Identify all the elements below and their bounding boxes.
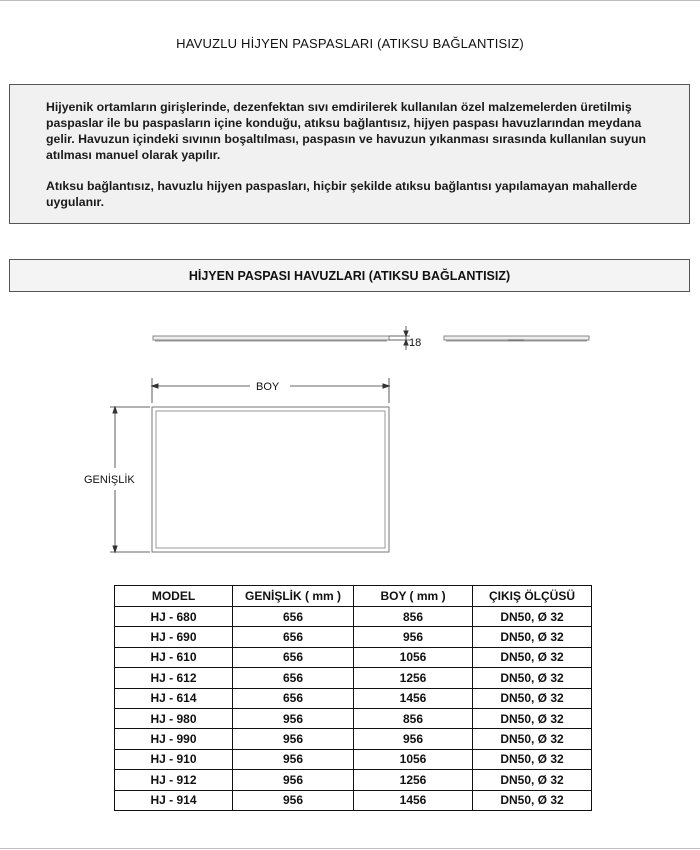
spec-table [114,585,592,811]
cell-width: 656 [233,607,354,627]
cell-outlet: DN50, Ø 32 [473,770,592,790]
cell-outlet: DN50, Ø 32 [473,708,592,728]
cell-length: 1456 [354,688,473,708]
header-width: GENİŞLİK ( mm ) [233,586,354,607]
cell-model: HJ - 610 [115,647,233,667]
cell-width: 656 [233,688,354,708]
cell-length: 856 [354,607,473,627]
header-outlet: ÇIKIŞ ÖLÇÜSÜ [473,586,592,607]
cell-length: 1256 [354,770,473,790]
table-row [115,647,592,667]
cell-model: HJ - 914 [115,790,233,810]
cell-length: 956 [354,729,473,749]
cell-width: 956 [233,708,354,728]
table-row [115,688,592,708]
cell-model: HJ - 912 [115,770,233,790]
cell-length: 856 [354,708,473,728]
cell-outlet: DN50, Ø 32 [473,790,592,810]
cell-width: 956 [233,729,354,749]
cell-model: HJ - 614 [115,688,233,708]
cell-length: 1056 [354,647,473,667]
cell-outlet: DN50, Ø 32 [473,607,592,627]
cell-width: 956 [233,749,354,769]
cell-width: 956 [233,790,354,810]
cell-width: 656 [233,647,354,667]
section-title: HİJYEN PASPASI HAVUZLARI (ATIKSU BAĞLANTISIZ) [9,259,690,292]
table-row [115,770,592,790]
cell-length: 1056 [354,749,473,769]
table-row [115,790,592,810]
page-title: HAVUZLU HİJYEN PASPASLARI (ATIKSU BAĞLANTISIZ) [176,36,524,51]
cell-model: HJ - 690 [115,627,233,647]
table-row [115,607,592,627]
cell-length: 1256 [354,668,473,688]
intro-paragraph-2: Atıksu bağlantısız, havuzlu hijyen paspasları, hiçbir şekilde atıksu bağlantısı yapılamayan mahallerde uygulanır. [46,179,638,209]
table-header-row [115,586,592,607]
length-label: BOY [256,381,280,393]
cell-width: 956 [233,770,354,790]
table-row [115,749,592,769]
bottom-rule [0,848,700,849]
table-row [115,668,592,688]
cell-outlet: DN50, Ø 32 [473,627,592,647]
cell-model: HJ - 980 [115,708,233,728]
cell-model: HJ - 910 [115,749,233,769]
width-label: GENİŞLİK [84,474,135,486]
table-row [115,627,592,647]
header-length: BOY ( mm ) [354,586,473,607]
table-row [115,708,592,728]
table-row [115,729,592,749]
cell-outlet: DN50, Ø 32 [473,668,592,688]
cell-model: HJ - 990 [115,729,233,749]
cell-width: 656 [233,668,354,688]
cell-outlet: DN50, Ø 32 [473,688,592,708]
cell-width: 656 [233,627,354,647]
cell-model: HJ - 680 [115,607,233,627]
cell-length: 1456 [354,790,473,810]
cell-length: 956 [354,627,473,647]
intro-paragraph-1: Hijyenik ortamların girişlerinde, dezenfektan sıvı emdirilerek kullanılan özel malzemelerden üretilmiş paspaslar ile bu paspasların içine konduğu, atıksu bağlantısız, hijyen paspası havuzlarından meydana gelir. Havuzun içindeki sıvının boşaltılması, paspasın ve havuzun yıkanması sırasında kullanılan suyun atılması manuel olarak yapılır. [46,100,647,162]
thickness-dimension [389,326,410,350]
side-profile-right [444,336,589,341]
cell-outlet: DN50, Ø 32 [473,647,592,667]
cell-outlet: DN50, Ø 32 [473,749,592,769]
cell-outlet: DN50, Ø 32 [473,729,592,749]
header-model: MODEL [115,586,233,607]
thickness-label: 18 [409,337,422,349]
plan-view [152,407,389,552]
cell-model: HJ - 612 [115,668,233,688]
side-profile-left [153,336,389,341]
